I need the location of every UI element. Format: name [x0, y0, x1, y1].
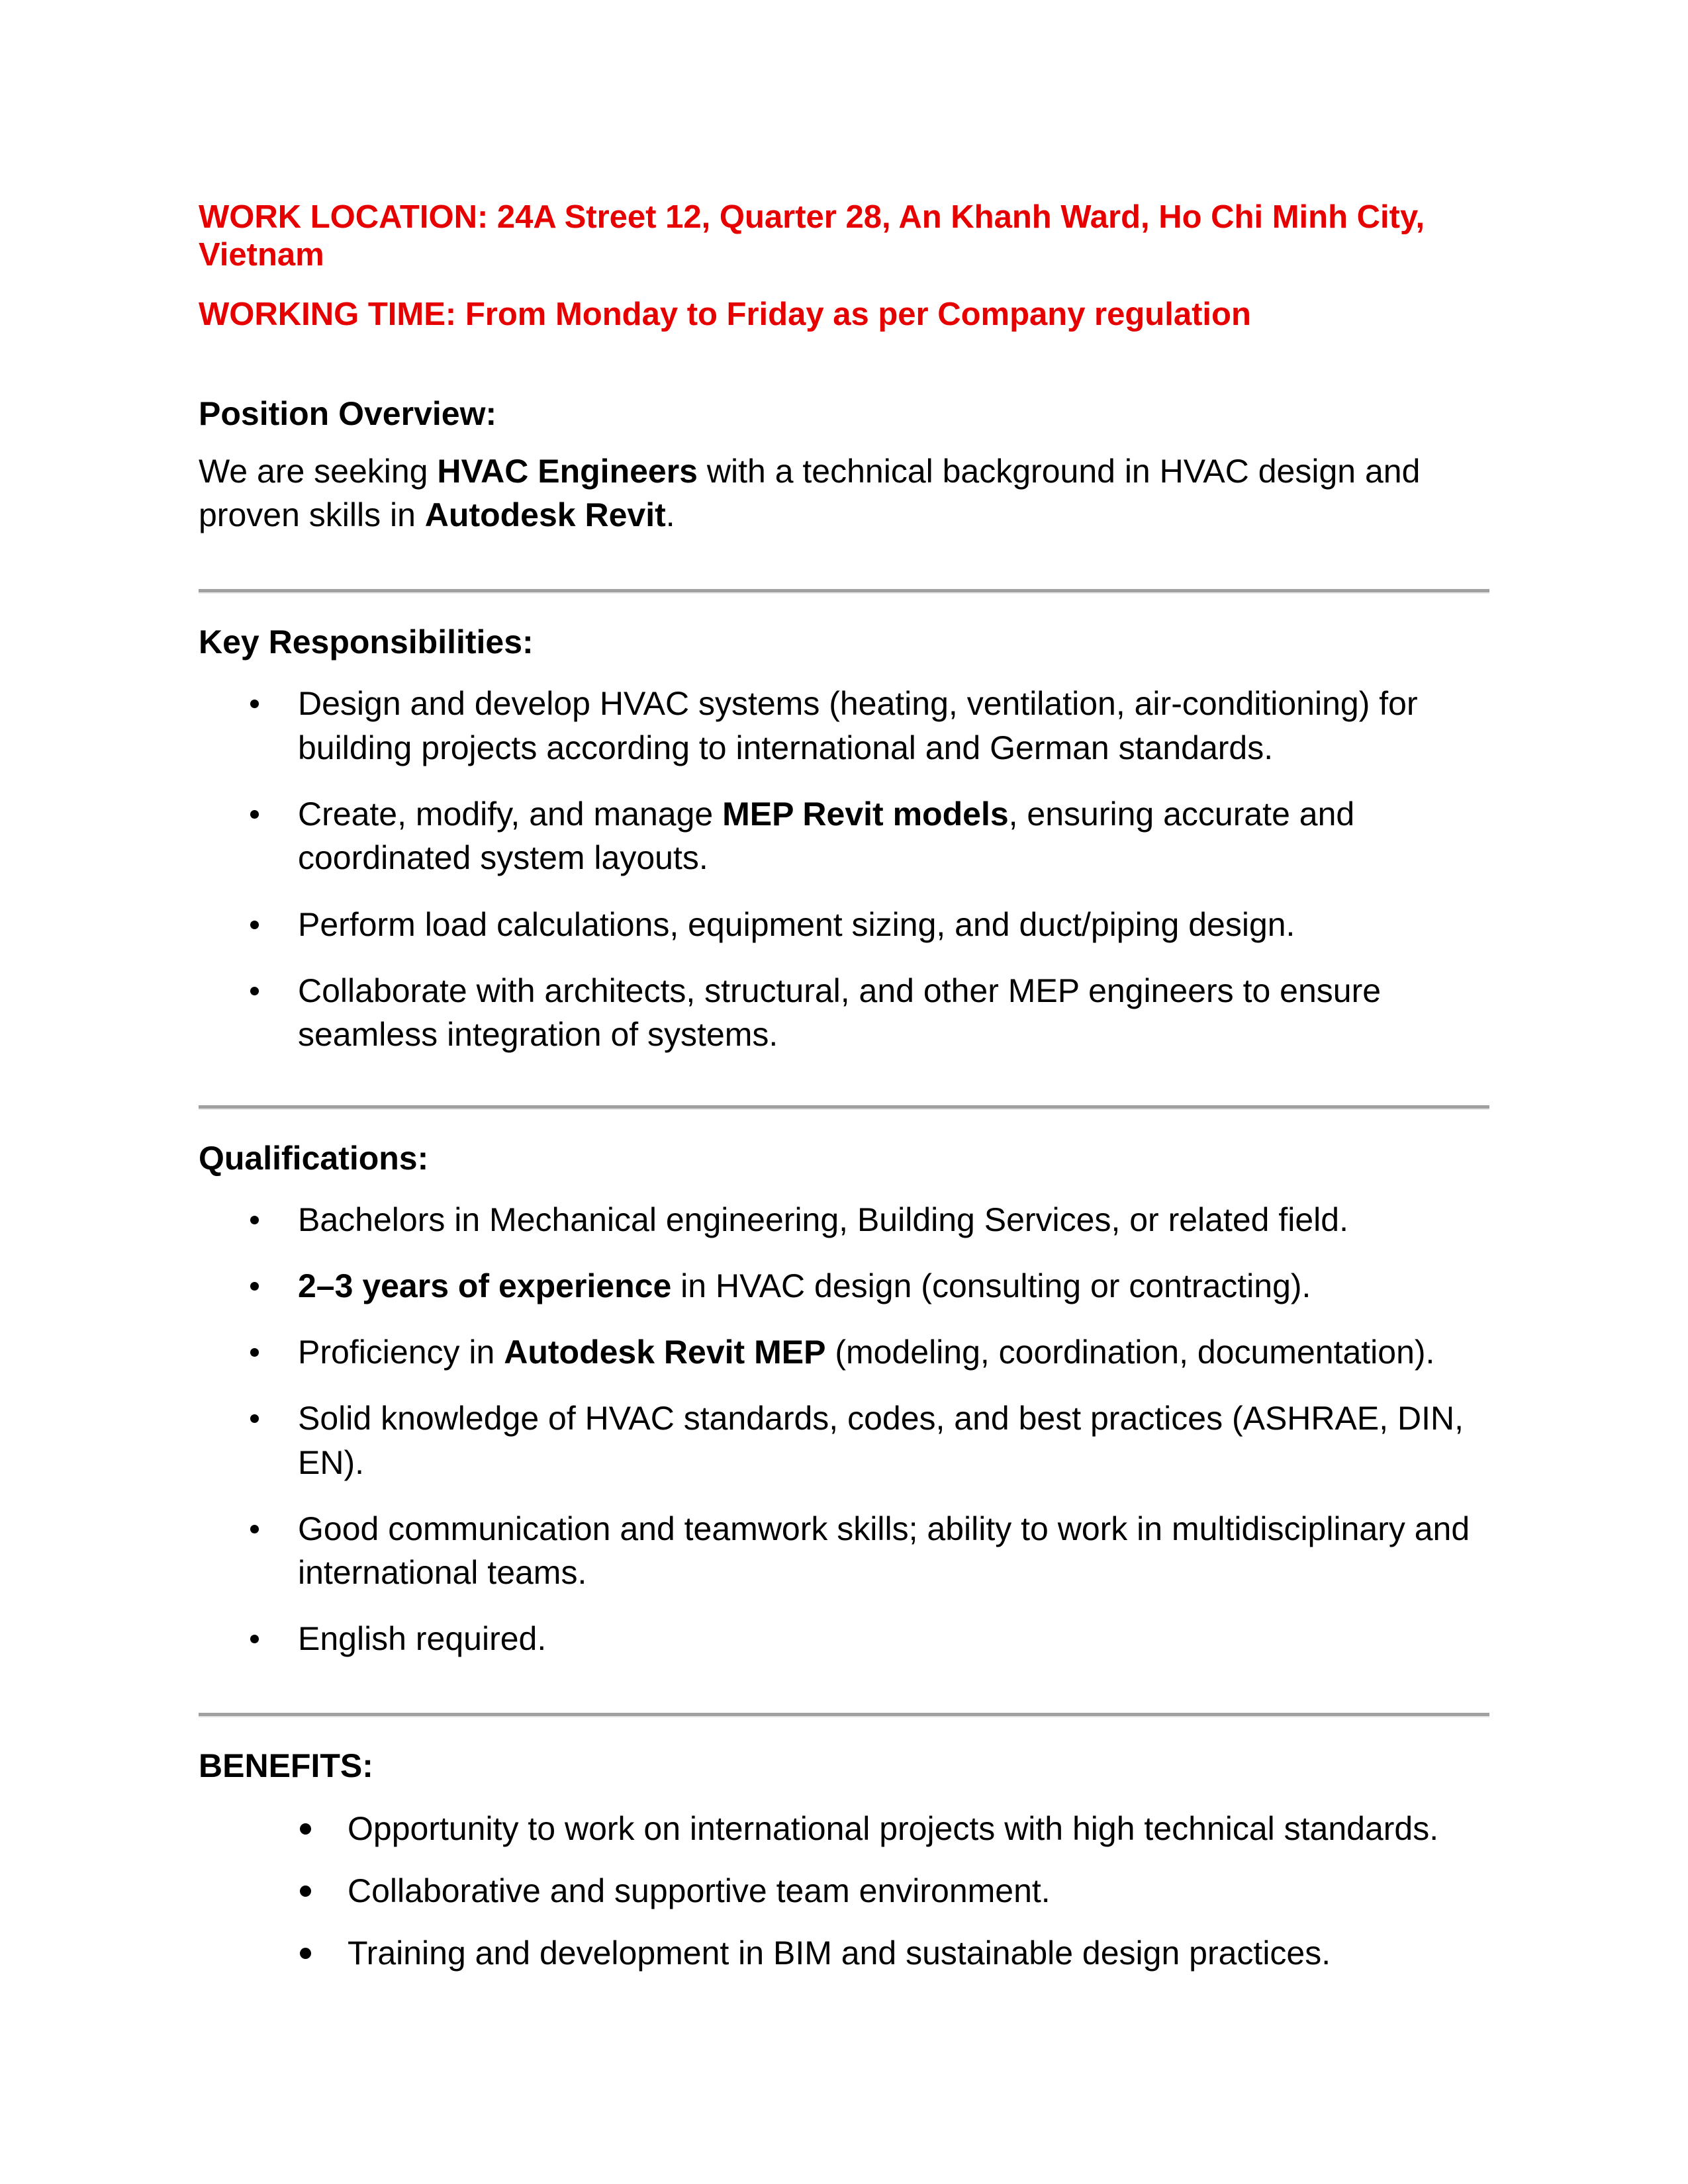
bullet-icon [300, 1886, 311, 1897]
text: Proficiency in [298, 1334, 504, 1371]
overview-role: HVAC Engineers [437, 453, 698, 490]
list-item-text [298, 1332, 1434, 1372]
overview-text: . [665, 496, 675, 533]
emphasis: Autodesk Revit MEP [504, 1334, 826, 1371]
overview-skill: Autodesk Revit [424, 496, 666, 533]
list-item-text: Design and develop HVAC systems (heating, ventilation, air-conditioning) for [298, 685, 1418, 722]
list-item-text [298, 794, 1354, 834]
list-item-text: Solid knowledge of HVAC standards, codes, and best practices (ASHRAE, DIN, [298, 1400, 1464, 1437]
work-location [199, 197, 1425, 237]
list-item-text: Perform load calculations, equipment sizing, and duct/piping design. [298, 906, 1295, 943]
list-item-text: EN). [298, 1444, 364, 1481]
divider [199, 589, 1489, 594]
bullet-icon [250, 1635, 259, 1643]
bullet-icon [250, 1348, 259, 1357]
list-item-text: building projects according to international and German standards. [298, 729, 1274, 766]
list-item-text [298, 1266, 1311, 1306]
bullet-icon [250, 1216, 259, 1224]
responsibilities-heading: Key Responsibilities: [199, 623, 534, 660]
text: in HVAC design (consulting or contracting). [671, 1267, 1311, 1304]
list-item-text: Bachelors in Mechanical engineering, Building Services, or related field. [298, 1201, 1348, 1238]
bullet-icon [250, 1414, 259, 1423]
bullet-icon [250, 921, 259, 929]
overview-line1 [199, 451, 1420, 491]
list-item-text: English required. [298, 1620, 547, 1657]
bullet-icon [250, 810, 259, 819]
bullet-icon [250, 1282, 259, 1291]
overview-text: proven skills in [199, 496, 425, 533]
bullet-icon [250, 1525, 259, 1533]
text: , ensuring accurate and [1008, 796, 1355, 833]
list-item-text: seamless integration of systems. [298, 1016, 778, 1053]
list-item-text: Collaborate with architects, structural, and other MEP engineers to ensure [298, 972, 1382, 1009]
work-location-label: WORK LOCATION: [199, 199, 489, 235]
bullet-icon [300, 1948, 311, 1959]
overview-text: with a technical background in HVAC design and [698, 453, 1421, 490]
overview-heading: Position Overview: [199, 395, 497, 432]
text: Create, modify, and manage [298, 796, 723, 833]
qualifications-heading: Qualifications: [199, 1140, 429, 1177]
work-location-value: 24A Street 12, Quarter 28, An Khanh Ward, Ho Chi Minh City, [488, 199, 1425, 235]
bullet-icon [250, 700, 259, 708]
benefits-heading: BENEFITS: [199, 1747, 373, 1784]
list-item-text: Training and development in BIM and sustainable design practices. [348, 1934, 1331, 1972]
text: (modeling, coordination, documentation). [825, 1334, 1435, 1371]
working-time [199, 295, 1251, 334]
working-time-label: WORKING TIME: [199, 296, 457, 332]
bullet-icon [300, 1823, 311, 1835]
overview-line2 [199, 495, 675, 535]
divider [199, 1713, 1489, 1717]
list-item-text: coordinated system layouts. [298, 839, 708, 876]
list-item-text: Opportunity to work on international projects with high technical standards. [348, 1810, 1439, 1847]
list-item-text: Good communication and teamwork skills; ability to work in multidisciplinary and [298, 1510, 1470, 1547]
emphasis: 2–3 years of experience [298, 1267, 672, 1304]
list-item-text: Collaborative and supportive team environment. [348, 1872, 1051, 1909]
list-item-text: international teams. [298, 1554, 587, 1591]
overview-text: We are seeking [199, 453, 438, 490]
bullet-icon [250, 987, 259, 995]
working-time-value: From Monday to Friday as per Company regulation [456, 296, 1251, 332]
emphasis: MEP Revit models [722, 796, 1009, 833]
work-location-line2: Vietnam [199, 237, 324, 273]
divider [199, 1105, 1489, 1110]
